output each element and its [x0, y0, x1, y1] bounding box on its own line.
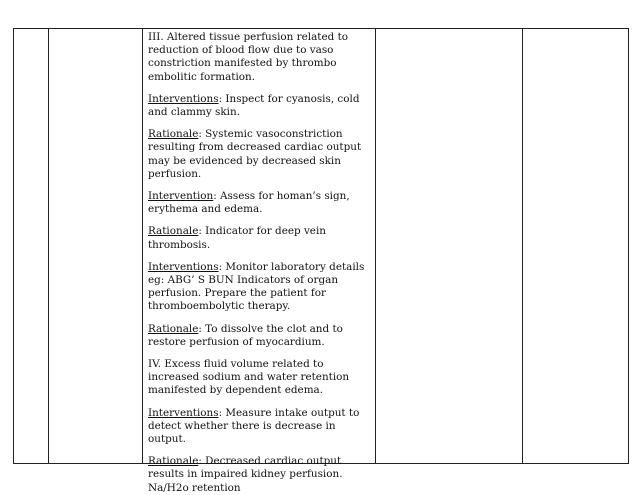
rationale [148, 225, 371, 251]
rationale [148, 128, 371, 181]
para-text: : To dissolve the clot and to restore perfusion of myocardium. [148, 322, 343, 348]
para-text: : Systemic vasoconstriction resulting from decreased cardiac output may be evidenced by decreased skin perfusion. [148, 128, 362, 180]
para-lead: Intervention [148, 190, 214, 203]
rationale [148, 455, 371, 495]
para-text: : Measure intake output to detect whether there is decrease in output. [148, 406, 360, 446]
table-cell-empty-5 [523, 29, 629, 464]
diagnosis-4 [148, 358, 371, 398]
table-cell-content [143, 29, 376, 494]
intervention [148, 407, 371, 447]
intervention [148, 261, 371, 314]
table-cell-empty-1 [14, 29, 49, 464]
para-lead: Interventions [148, 92, 219, 105]
para-text: IV. Excess fluid volume related to increased sodium and water retention manifested by dependent edema. [148, 358, 350, 397]
rationale [148, 323, 371, 349]
intervention [148, 190, 371, 216]
diagnosis-3 [148, 31, 371, 84]
para-text: : Decreased cardiac output results in impaired kidney perfusion. Na/H2o retention [148, 455, 343, 494]
para-text: : Monitor laboratory details eg: ABG’ S BUN Indicators of organ perfusion. Prepare the patient for thromboembolytic therapy. [148, 260, 365, 313]
para-text: : Assess for homan’s sign, erythema and edema. [148, 190, 350, 216]
para-lead: Interventions [148, 406, 219, 419]
table-cell-empty-4 [376, 29, 523, 464]
para-lead: Rationale [148, 322, 199, 335]
intervention [148, 93, 371, 119]
para-lead: Rationale [148, 225, 199, 238]
care-plan-table [13, 28, 629, 494]
para-lead: Interventions [148, 260, 219, 273]
para-text: : Inspect for cyanosis, cold and clammy skin. [148, 92, 360, 119]
para-lead: Rationale [148, 455, 199, 468]
para-text: : Indicator for deep vein thrombosis. [148, 225, 326, 251]
para-text: III. Altered tissue perfusion related to reduction of blood flow due to vaso constriction manifested by thrombo embolitic formation. [148, 31, 349, 83]
para-lead: Rationale [148, 128, 199, 141]
table-cell-empty-2 [49, 29, 143, 464]
table-row [14, 29, 629, 464]
